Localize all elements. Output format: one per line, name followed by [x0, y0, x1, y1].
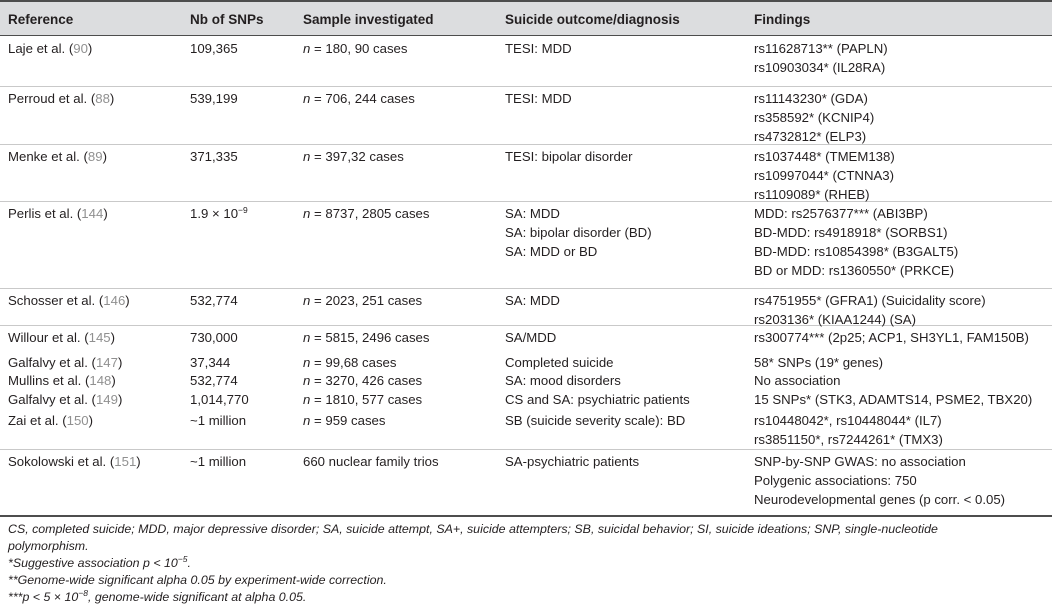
citation-number: 149	[95, 392, 118, 407]
finding-line: rs10448042*, rs10448044* (IL7)	[754, 413, 942, 428]
outcome-cell	[505, 204, 652, 261]
finding-line: rs10903034* (IL28RA)	[754, 60, 886, 75]
snp-count: 532,774	[190, 293, 238, 308]
snp-count: 109,365	[190, 41, 238, 56]
citation-number: 88	[95, 91, 110, 106]
sample-n: n	[303, 91, 311, 106]
finding-line: Neurodevelopmental genes (p corr. < 0.05)	[754, 492, 1006, 507]
snp-count: ~1 million	[190, 454, 247, 469]
outcome-line: SA: MDD	[505, 206, 560, 221]
author: Sokolowski et al. (	[8, 454, 115, 469]
outcome-line: SA: MDD or BD	[505, 244, 598, 259]
reference-cell	[8, 89, 114, 108]
citation-number: 146	[103, 293, 126, 308]
outcome-line: SA: bipolar disorder (BD)	[505, 225, 652, 240]
findings-cell	[754, 411, 943, 449]
snp-count: 539,199	[190, 91, 238, 106]
outcome-cell	[505, 39, 572, 58]
table-footnotes	[8, 521, 1044, 606]
outcome-line: SB (suicide severity scale): BD	[505, 413, 686, 428]
reference-cell	[8, 147, 107, 166]
outcome-line: TESI: MDD	[505, 41, 572, 56]
findings-cell	[754, 452, 1005, 509]
citation-number: 148	[89, 373, 112, 388]
snp-count: 1.9 × 10	[190, 206, 239, 221]
finding-line: MDD: rs2576377*** (ABI3BP)	[754, 206, 928, 221]
citation-number: 90	[73, 41, 88, 56]
outcome-line: SA: mood disorders	[505, 373, 621, 388]
outcome-cell	[505, 411, 685, 430]
outcome-cell	[505, 147, 633, 166]
sample-cell	[303, 89, 415, 108]
finding-line: rs11143230* (GDA)	[754, 91, 868, 106]
sample-size: = 180, 90 cases	[310, 41, 408, 56]
snps-cell	[190, 452, 246, 471]
snp-count: 1,014,770	[190, 392, 249, 407]
sample-cell	[303, 452, 439, 471]
author: Perlis et al. (	[8, 206, 82, 221]
sample-cell	[303, 291, 422, 310]
sample-n: n	[303, 293, 311, 308]
findings-cell	[754, 291, 986, 329]
finding-line: SNP-by-SNP GWAS: no association	[754, 454, 966, 469]
snp-exponent: −9	[238, 205, 248, 215]
table-row	[0, 368, 1052, 387]
findings-cell	[754, 89, 874, 146]
sample-size: = 8737, 2805 cases	[310, 206, 430, 221]
citation-close: )	[109, 91, 115, 106]
sample-size: = 3270, 426 cases	[310, 373, 423, 388]
reference-cell	[8, 452, 141, 471]
citation-close: )	[88, 413, 94, 428]
outcome-cell	[505, 452, 639, 471]
table-row	[0, 36, 1052, 87]
snps-cell	[190, 204, 248, 223]
finding-line: rs1037448* (TMEM138)	[754, 149, 895, 164]
author: Zai et al. (	[8, 413, 67, 428]
finding-line: No association	[754, 373, 841, 388]
finding-line: BD-MDD: rs10854398* (B3GALT5)	[754, 244, 959, 259]
citation-number: 147	[95, 355, 118, 370]
sample-n: n	[303, 206, 311, 221]
outcome-line: CS and SA: psychiatric patients	[505, 392, 690, 407]
finding-line: rs358592* (KCNIP4)	[754, 110, 875, 125]
outcome-cell	[505, 328, 556, 347]
table-row	[0, 86, 1052, 145]
findings-cell	[754, 328, 1029, 347]
finding-line: 58* SNPs (19* genes)	[754, 355, 884, 370]
outcome-line: Completed suicide	[505, 355, 614, 370]
sample-size: = 1810, 577 cases	[310, 392, 423, 407]
header-nb-snps: Nb of SNPs	[190, 12, 264, 27]
snps-cell	[190, 390, 249, 409]
snps-cell	[190, 411, 246, 430]
footnote-abbreviations-2: polymorphism.	[8, 539, 89, 553]
snps-cell	[190, 328, 238, 347]
table-row	[0, 350, 1052, 368]
sample-size: = 397,32 cases	[310, 149, 404, 164]
sample-size: = 2023, 251 cases	[310, 293, 423, 308]
table-bottom-rule	[0, 515, 1052, 517]
finding-line: 15 SNPs* (STK3, ADAMTS14, PSME2, TBX20)	[754, 392, 1033, 407]
findings-cell	[754, 204, 958, 280]
author: Willour et al. (	[8, 330, 89, 345]
finding-line: rs1109089* (RHEB)	[754, 187, 870, 202]
sample-n: n	[303, 413, 311, 428]
table-row	[0, 408, 1052, 450]
citation-close: )	[102, 149, 107, 164]
citation-close: )	[110, 330, 116, 345]
table-row	[0, 387, 1052, 408]
outcome-line: SA: MDD	[505, 293, 560, 308]
citation-number: 150	[66, 413, 89, 428]
findings-cell	[754, 147, 895, 204]
table-row	[0, 201, 1052, 289]
sample-n: n	[303, 373, 311, 388]
citation-number: 144	[81, 206, 104, 221]
sample-size: = 99,68 cases	[310, 355, 397, 370]
outcome-line: SA/MDD	[505, 330, 557, 345]
sample-cell	[303, 204, 430, 223]
sample-size: = 706, 244 cases	[310, 91, 415, 106]
outcome-cell	[505, 89, 572, 108]
finding-line: rs3851150*, rs7244261* (TMX3)	[754, 432, 943, 447]
header-reference: Reference	[8, 12, 74, 27]
author: Schosser et al. (	[8, 293, 104, 308]
sample-n: n	[303, 41, 311, 56]
snp-count: 37,344	[190, 355, 231, 370]
sample-cell	[303, 411, 386, 430]
outcome-line: TESI: bipolar disorder	[505, 149, 633, 164]
reference-cell	[8, 390, 122, 409]
author: Mullins et al. (	[8, 373, 90, 388]
author: Laje et al. (	[8, 41, 74, 56]
author: Menke et al. (	[8, 149, 88, 164]
citation-close: )	[87, 41, 93, 56]
sample-cell	[303, 328, 430, 347]
sample-cell	[303, 147, 404, 166]
citation-close: )	[117, 355, 123, 370]
reference-cell	[8, 411, 93, 430]
finding-line: BD-MDD: rs4918918* (SORBS1)	[754, 225, 948, 240]
citation-close: )	[111, 373, 116, 388]
header-sample: Sample investigated	[303, 12, 434, 27]
table-header	[0, 0, 1052, 36]
outcome-line: SA-psychiatric patients	[505, 454, 640, 469]
outcome-cell	[505, 390, 690, 409]
snp-count: ~1 million	[190, 413, 247, 428]
snps-cell	[190, 39, 238, 58]
outcome-cell	[505, 291, 560, 310]
citation-number: 89	[87, 149, 103, 164]
finding-line: Polygenic associations: 750	[754, 473, 917, 488]
sample-size: = 959 cases	[310, 413, 386, 428]
finding-line: rs203136* (KIAA1244) (SA)	[754, 312, 916, 327]
sample-size: = 5815, 2496 cases	[310, 330, 430, 345]
citation-close: )	[125, 293, 130, 308]
citation-close: )	[136, 454, 141, 469]
author: Perroud et al. (	[8, 91, 96, 106]
reference-cell	[8, 204, 108, 223]
snps-cell	[190, 89, 238, 108]
author: Galfalvy et al. (	[8, 392, 96, 407]
finding-line: rs10997044* (CTNNA3)	[754, 168, 894, 183]
footnote-genome-wide: **Genome-wide significant alpha 0.05 by experiment-wide correction.	[8, 573, 387, 587]
table-row	[0, 449, 1052, 515]
reference-cell	[8, 39, 92, 58]
snp-count: 532,774	[190, 373, 238, 388]
finding-line: rs4732812* (ELP3)	[754, 129, 867, 144]
sample-size: 660 nuclear family trios	[303, 454, 439, 469]
finding-line: BD or MDD: rs1360550* (PRKCE)	[754, 263, 955, 278]
sample-n: n	[303, 330, 311, 345]
reference-cell	[8, 291, 130, 310]
snp-count: 730,000	[190, 330, 238, 345]
findings-cell	[754, 39, 888, 77]
snps-cell	[190, 291, 238, 310]
finding-line: rs300774*** (2p25; ACP1, SH3YL1, FAM150B)	[754, 330, 1029, 345]
snps-cell	[190, 147, 238, 166]
footnote-abbreviations-1: CS, completed suicide; MDD, major depressive disorder; SA, suicide attempt, SA+, suicide attempters; SB, suicidal behavior; SI, suicide ideations; SNP, single-nucleotide	[8, 522, 938, 536]
sample-n: n	[303, 392, 311, 407]
footnote-significant: $***p < 5 \times 10^{-8}$, genome-wide significant at alpha 0.05.	[8, 588, 307, 604]
footnote-suggestive: *Suggestive association $p < 10^{-5}$.	[8, 554, 191, 570]
findings-cell	[754, 390, 1032, 409]
citation-close: )	[103, 206, 108, 221]
outcome-line: TESI: MDD	[505, 91, 572, 106]
header-outcome: Suicide outcome/diagnosis	[505, 12, 680, 27]
header-findings: Findings	[754, 12, 811, 27]
sample-n: n	[303, 149, 311, 164]
sample-cell	[303, 390, 422, 409]
finding-line: rs4751955* (GFRA1) (Suicidality score)	[754, 293, 986, 308]
table-row	[0, 144, 1052, 202]
table-row	[0, 325, 1052, 350]
author: Galfalvy et al. (	[8, 355, 96, 370]
sample-cell	[303, 39, 408, 58]
snp-count: 371,335	[190, 149, 238, 164]
citation-close: )	[117, 392, 123, 407]
finding-line: rs11628713** (PAPLN)	[754, 41, 888, 56]
citation-number: 145	[88, 330, 111, 345]
citation-number: 151	[114, 454, 137, 469]
table-row	[0, 288, 1052, 326]
reference-cell	[8, 328, 115, 347]
sample-n: n	[303, 355, 311, 370]
